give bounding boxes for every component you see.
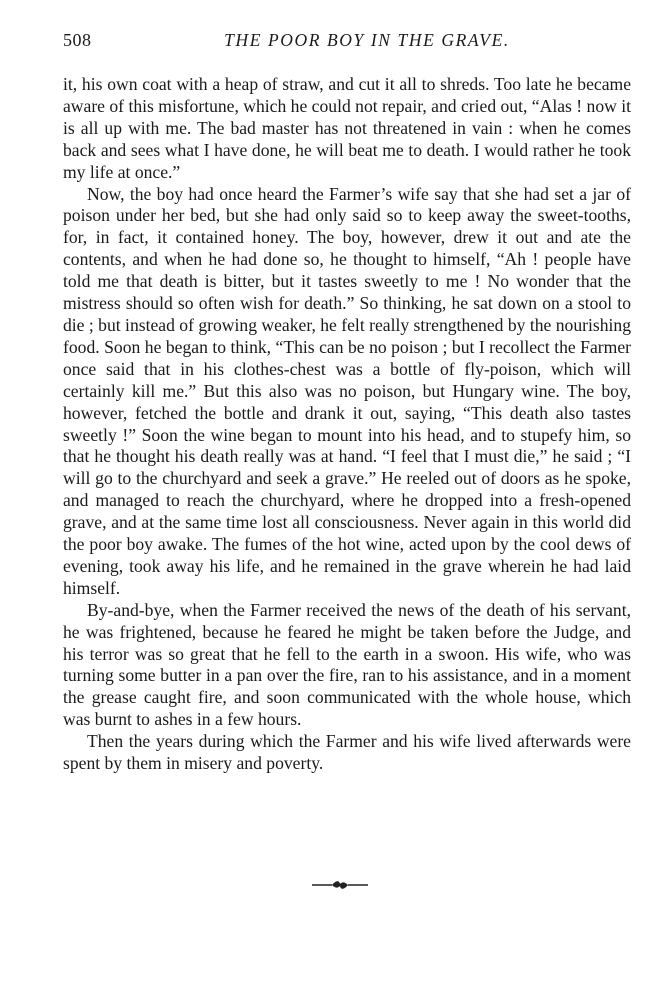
running-title: THE POOR BOY IN THE GRAVE. (224, 30, 510, 50)
page-header (63, 30, 631, 56)
story-text (63, 74, 631, 775)
page-number: 508 (63, 30, 92, 50)
paragraph: Now, the boy had once heard the Farmer’s wife say that she had set a jar of poison under her bed, but she had only said so to keep away the sweet-tooths, for, in fact, it contained honey. The boy, however, drew it out and ate the contents, and when he had done so, he thought to himself, “Ah ! people have told me that death is bitter, but it tastes sweetly to me ! No wonder that the mistress should so often wish for death.” So thinking, he sat down on a stool to die ; but instead of growing weaker, he felt really strengthened by the nourishing food. Soon he began to think, “This can be no poison ; but I recollect the Farmer once said that in his clothes-chest was a bottle of fly-poison, which will certainly kill me.” But this also was no poison, but Hungary wine. The boy, however, fetched the bottle and drank it out, saying, “This death also tastes sweetly !” Soon the wine began to mount into his head, and to stupefy him, so that he thought his death really was at hand. “I feel that I must die,” he said ; “I will go to the churchyard and seek a grave.” He reeled out of doors as he spoke, and managed to reach the churchyard, where he dropped into a fresh-opened grave, and at the same time lost all consciousness. Never again in this world did the poor boy awake. The fumes of the hot wine, acted upon by the cool dews of evening, took away his life, and he remained in the grave wherein he had laid himself. (63, 183, 631, 598)
paragraph: Then the years during which the Farmer and his wife lived afterwards were spent by them in misery and poverty. (63, 731, 631, 774)
paragraph: By-and-bye, when the Farmer received the news of the death of his servant, he was frightened, because he feared he might be taken before the Judge, and his terror was so great that he fell to the earth in a swoon. His wife, who was turning some butter in a pan over the fire, ran to his assistance, and in a moment the grease caught fire, and soon communicated with the whole house, which was burnt to ashes in a few hours. (63, 599, 631, 730)
end-of-story-ornament-icon (310, 877, 370, 893)
paragraph-continued: it, his own coat with a heap of straw, and cut it all to shreds. Too late he became aware of this misfortune, which he could not repair, and cried out, “Alas ! now it is all up with me. The bad master has not threatened in vain : when he comes back and sees what I have done, he will beat me to death. I would rather he took my life at once.” (63, 74, 631, 182)
